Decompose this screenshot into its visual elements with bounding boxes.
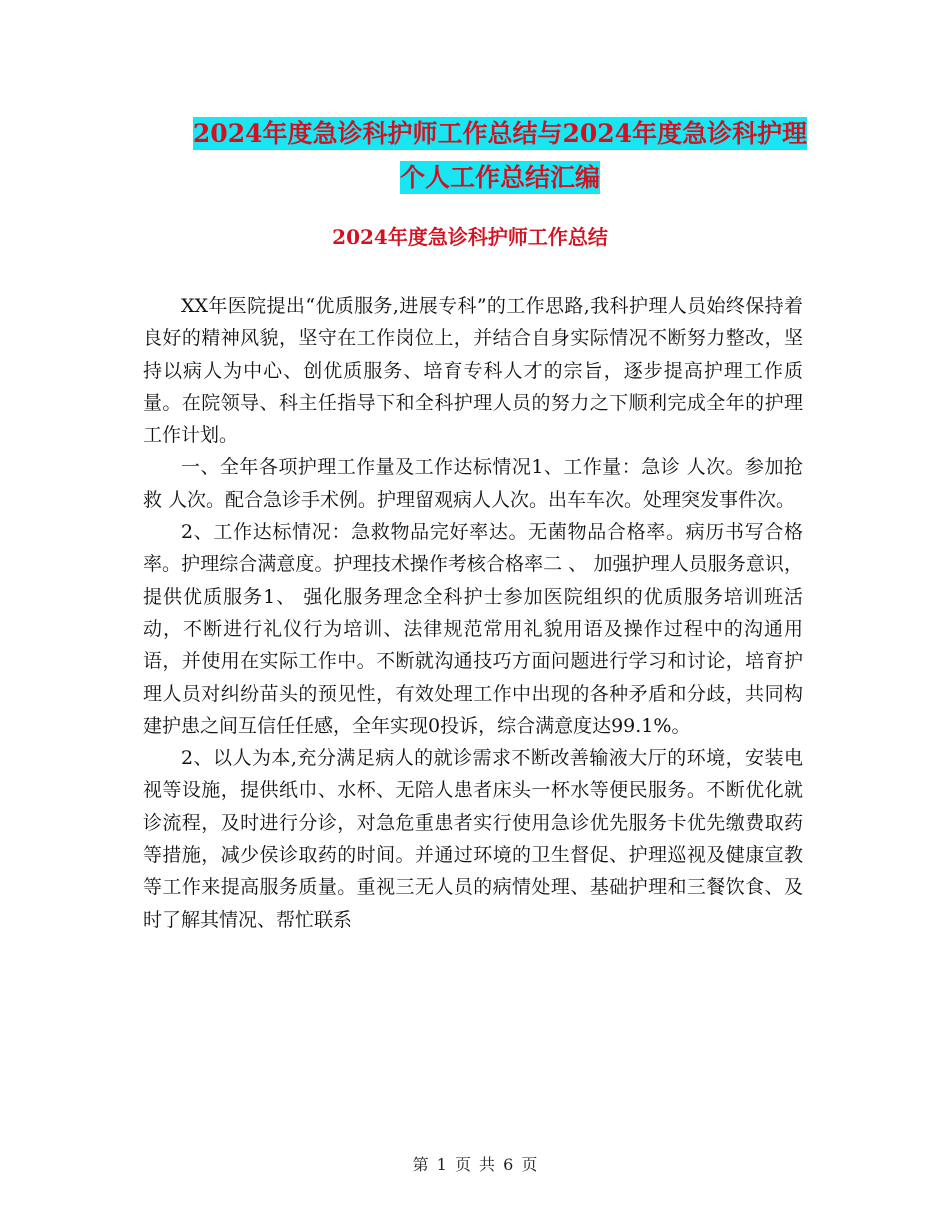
document-title-line1: 2024年度急诊科护师工作总结与2024年度急诊科护理 <box>192 119 808 148</box>
document-body <box>143 290 803 936</box>
document-title <box>150 112 850 200</box>
document-title-line2: 个人工作总结汇编 <box>399 163 600 192</box>
section-title: 2024年度急诊科护师工作总结 <box>332 225 608 249</box>
paragraph-4: 2、以人为本,充分满足病人的就诊需求不断改善输液大厅的环境，安装电视等设施，提供纸巾、水杯、无陪人患者床头一杯水等便民服务。不断优化就诊流程，及时进行分诊，对急危重患者实行使用急诊优先服务卡优先缴费取药等措施，减少侯诊取药的时间。并通过环境的卫生督促、护理巡视及健康宣教等工作来提高服务质量。重视三无人员的病情处理、基础护理和三餐饮食、及时了解其情况、帮忙联系 <box>143 747 803 931</box>
page-footer: 第 1 页 共 6 页 <box>412 1155 538 1174</box>
paragraph-3: 2、工作达标情况：急救物品完好率达。无菌物品合格率。病历书写合格率。护理综合满意度。护理技术操作考核合格率二 、 加强护理人员服务意识，提供优质服务1、 强化服务理念全科护士参加医院组织的优质服务培训班活动，不断进行礼仪行为培训、法律规范常用礼貌用语及操作过程中的沟通用语，并使用在实际工作中。不断就沟通技巧方面问题进行学习和讨论，培育护理人员对纠纷苗头的预见性，有效处理工作中出现的各种矛盾和分歧，共同构建护患之间互信任任感，全年实现0投诉，综合满意度达99.1%。 <box>143 521 803 737</box>
paragraph-2: 一、全年各项护理工作量及工作达标情况1、工作量：急诊 人次。参加抢救 人次。配合急诊手术例。护理留观病人人次。出车车次。处理突发事件次。 <box>143 456 803 511</box>
paragraph-1: XX年医院提出“优质服务,进展专科”的工作思路,我科护理人员始终保持着良好的精神风貌，坚守在工作岗位上，并结合自身实际情况不断努力整改，坚持以病人为中心、创优质服务、培育专科人才的宗旨，逐步提高护理工作质量。在院领导、科主任指导下和全科护理人员的努力之下顺利完成全年的护理工作计划。 <box>143 295 803 447</box>
